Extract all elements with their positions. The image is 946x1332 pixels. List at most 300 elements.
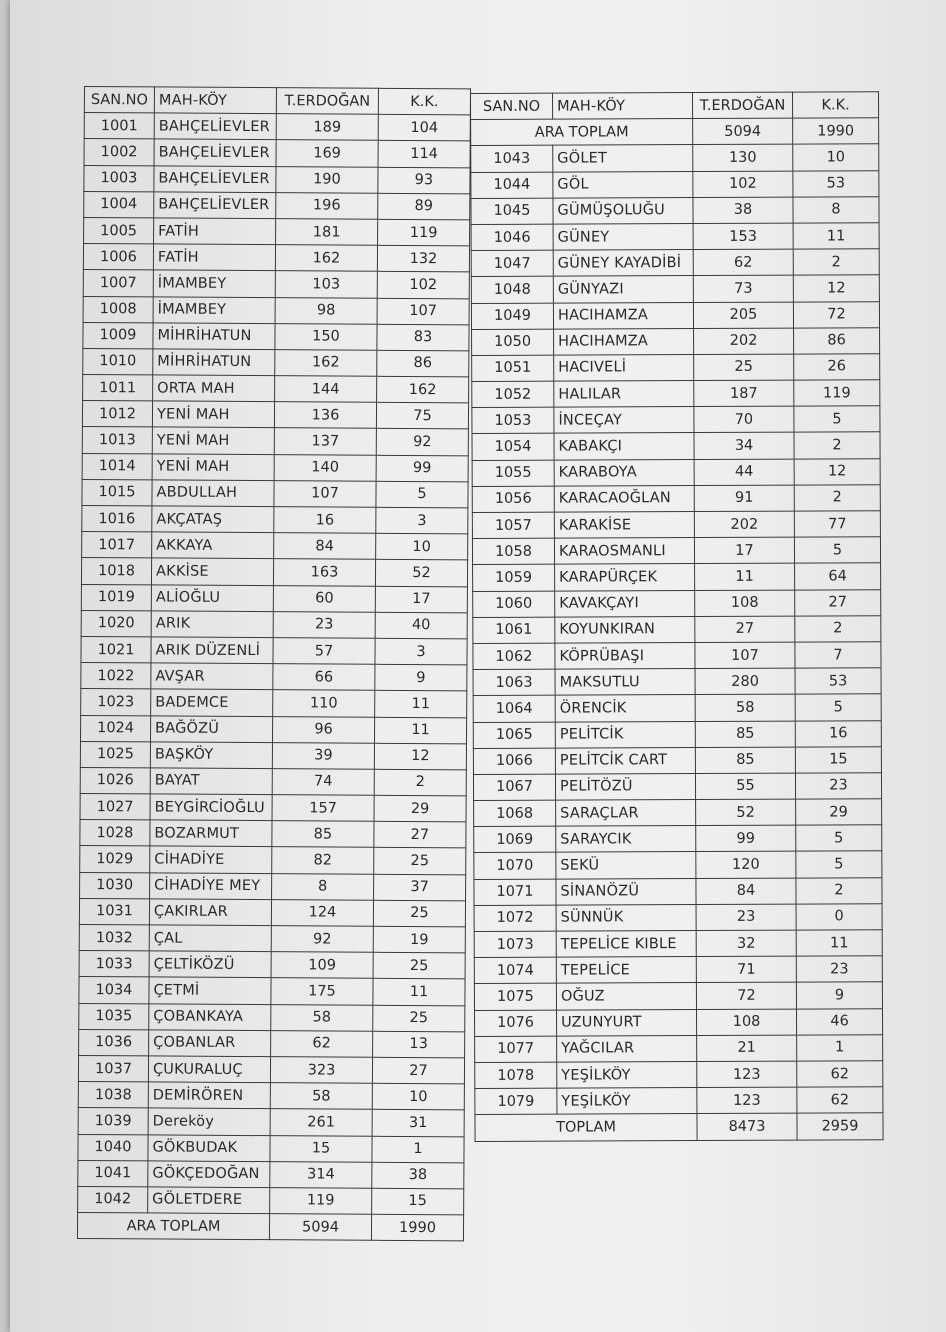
kk-votes: 31 <box>372 1110 464 1137</box>
ballot-box-no: 1011 <box>83 375 153 402</box>
kk-votes: 27 <box>372 1057 464 1084</box>
neighborhood-name: ARIK <box>151 611 273 638</box>
erdogan-votes: 70 <box>694 406 794 433</box>
header-kk: K.K. <box>792 92 878 119</box>
erdogan-votes: 85 <box>695 747 795 774</box>
erdogan-votes: 25 <box>694 354 794 381</box>
kk-votes: 25 <box>374 848 466 875</box>
erdogan-votes: 202 <box>694 328 794 355</box>
ballot-box-no: 1002 <box>84 139 154 166</box>
kk-votes: 2 <box>794 485 880 512</box>
kk-votes: 16 <box>795 720 881 747</box>
ballot-box-no: 1021 <box>81 636 151 663</box>
neighborhood-name: ÖRENCİK <box>555 695 695 722</box>
erdogan-votes: 23 <box>273 611 375 638</box>
kk-votes: 7 <box>795 642 881 669</box>
erdogan-votes: 62 <box>271 1030 373 1057</box>
erdogan-votes: 190 <box>276 166 378 193</box>
kk-votes: 93 <box>378 167 470 194</box>
neighborhood-name: ÇAL <box>149 925 271 952</box>
table-row <box>80 767 466 796</box>
carry-over-label: ARA TOPLAM <box>471 119 693 146</box>
table-row <box>472 458 880 486</box>
erdogan-votes: 84 <box>274 533 376 560</box>
table-row <box>79 1003 465 1032</box>
ballot-box-no: 1005 <box>84 217 154 244</box>
ballot-box-no: 1024 <box>80 715 150 742</box>
kk-votes: 10 <box>793 144 879 171</box>
table-row <box>80 846 466 875</box>
erdogan-votes: 196 <box>276 192 378 219</box>
neighborhood-name: MİHRİHATUN <box>153 323 275 350</box>
table-row <box>79 977 465 1006</box>
header-neighborhood: MAH-KÖY <box>553 93 693 120</box>
table-row <box>473 668 881 696</box>
kk-votes: 99 <box>376 455 468 482</box>
neighborhood-name: HACIHAMZA <box>553 302 693 329</box>
ballot-box-no: 1078 <box>475 1062 557 1089</box>
erdogan-votes: 181 <box>276 219 378 246</box>
ballot-box-no: 1033 <box>79 951 149 978</box>
table-row <box>82 427 468 456</box>
ballot-box-no: 1070 <box>474 853 556 880</box>
neighborhood-name: BOZARMUT <box>150 820 272 847</box>
kk-votes: 5 <box>796 851 882 878</box>
header-ballot-no: SAN.NO <box>84 87 154 114</box>
neighborhood-name: CİHADİYE MEY <box>150 873 272 900</box>
neighborhood-name: GÖLETDERE <box>148 1187 270 1214</box>
ballot-box-no: 1030 <box>80 872 150 899</box>
kk-votes: 119 <box>378 219 470 246</box>
erdogan-votes: 92 <box>271 926 373 953</box>
ballot-box-no: 1010 <box>83 348 153 375</box>
table-row <box>83 296 469 325</box>
kk-votes: 5 <box>376 481 468 508</box>
table-row <box>84 113 470 142</box>
ballot-box-no: 1034 <box>79 977 149 1004</box>
kk-votes: 23 <box>796 956 882 983</box>
kk-votes: 9 <box>796 982 882 1009</box>
table-row <box>471 301 879 329</box>
ballot-box-no: 1031 <box>79 898 149 925</box>
table-row <box>81 689 467 718</box>
header-neighborhood: MAH-KÖY <box>154 87 276 114</box>
kk-votes: 5 <box>794 406 880 433</box>
erdogan-votes: 38 <box>693 197 793 224</box>
ballot-box-no: 1045 <box>471 198 553 225</box>
table-row <box>473 746 881 774</box>
table-row <box>78 1186 464 1215</box>
neighborhood-name: GÜNYAZI <box>553 276 693 303</box>
erdogan-votes: 17 <box>694 537 794 564</box>
table-row <box>475 1008 883 1036</box>
table-row <box>83 322 469 351</box>
kk-votes: 40 <box>375 612 467 639</box>
ballot-box-no: 1008 <box>83 296 153 323</box>
neighborhood-name: HACIHAMZA <box>554 328 694 355</box>
neighborhood-name: İNCEÇAY <box>554 407 694 434</box>
erdogan-votes: 107 <box>695 642 795 669</box>
neighborhood-name: ÇETMİ <box>149 977 271 1004</box>
table-row <box>82 532 468 561</box>
ballot-box-no: 1050 <box>472 329 554 356</box>
table-row <box>83 244 469 273</box>
carry-over-row <box>471 118 879 146</box>
kk-votes: 29 <box>796 799 882 826</box>
erdogan-votes: 34 <box>694 433 794 460</box>
ballot-box-no: 1016 <box>82 505 152 532</box>
erdogan-votes: 58 <box>271 1004 373 1031</box>
table-row <box>473 642 881 670</box>
erdogan-votes: 102 <box>693 171 793 198</box>
ballot-box-no: 1054 <box>472 434 554 461</box>
erdogan-votes: 99 <box>696 825 796 852</box>
kk-votes: 9 <box>375 664 467 691</box>
table-row <box>80 872 466 901</box>
ballot-box-no: 1015 <box>82 479 152 506</box>
ballot-box-no: 1062 <box>473 643 555 670</box>
table-row <box>81 636 467 665</box>
table-row <box>472 380 880 408</box>
kk-votes: 53 <box>795 668 881 695</box>
ballot-box-no: 1006 <box>83 244 153 271</box>
kk-votes: 5 <box>794 537 880 564</box>
neighborhood-name: MİHRİHATUN <box>153 349 275 376</box>
ballot-box-no: 1029 <box>80 846 150 873</box>
kk-votes: 0 <box>796 904 882 931</box>
ballot-box-no: 1069 <box>474 826 556 853</box>
table-row <box>84 139 470 168</box>
table-row <box>80 741 466 770</box>
erdogan-votes: 123 <box>697 1061 797 1088</box>
erdogan-votes: 189 <box>276 114 378 141</box>
kk-votes: 25 <box>373 1005 465 1032</box>
ballot-box-no: 1073 <box>474 931 556 958</box>
table-row <box>80 794 466 823</box>
table-row <box>78 1134 464 1163</box>
table-row <box>82 479 468 508</box>
kk-votes: 119 <box>794 380 880 407</box>
neighborhood-name: PELİTCİK CART <box>555 747 695 774</box>
kk-votes: 27 <box>374 822 466 849</box>
kk-votes: 17 <box>375 586 467 613</box>
ballot-box-no: 1028 <box>80 820 150 847</box>
neighborhood-name: GÜMÜŞOLUĞU <box>553 197 693 224</box>
carry-over-erdogan: 5094 <box>693 118 793 145</box>
ballot-box-no: 1017 <box>82 532 152 559</box>
kk-votes: 19 <box>373 926 465 953</box>
table-row <box>84 165 470 194</box>
ballot-box-no: 1047 <box>471 250 553 277</box>
erdogan-votes: 136 <box>274 402 376 429</box>
ballot-box-no: 1061 <box>473 617 555 644</box>
kk-votes: 37 <box>374 874 466 901</box>
ballot-box-no: 1066 <box>473 748 555 775</box>
neighborhood-name: AVŞAR <box>151 663 273 690</box>
kk-votes: 92 <box>376 429 468 456</box>
kk-votes: 13 <box>373 1031 465 1058</box>
table-row <box>473 589 881 617</box>
ballot-box-no: 1059 <box>473 565 555 592</box>
kk-votes: 2 <box>794 432 880 459</box>
neighborhood-name: KARABOYA <box>554 459 694 486</box>
erdogan-votes: 58 <box>695 694 795 721</box>
neighborhood-name: MAKSUTLU <box>555 669 695 696</box>
table-row <box>472 327 880 355</box>
kk-votes: 10 <box>376 533 468 560</box>
kk-votes: 5 <box>796 825 882 852</box>
kk-votes: 132 <box>377 245 469 272</box>
kk-votes: 75 <box>376 403 468 430</box>
ballot-box-no: 1026 <box>80 767 150 794</box>
erdogan-votes: 11 <box>695 563 795 590</box>
kk-votes: 1 <box>797 1034 883 1061</box>
ballot-box-no: 1063 <box>473 669 555 696</box>
neighborhood-name: GÜNEY KAYADİBİ <box>553 250 693 277</box>
table-row <box>474 877 882 905</box>
grand-total-kk: 2959 <box>797 1113 883 1140</box>
subtotal-kk: 1990 <box>371 1214 463 1241</box>
kk-votes: 25 <box>373 900 465 927</box>
table-row <box>79 951 465 980</box>
ballot-box-no: 1044 <box>471 172 553 199</box>
erdogan-votes: 130 <box>693 144 793 171</box>
neighborhood-name: ÇUKURALUÇ <box>148 1056 270 1083</box>
kk-votes: 38 <box>372 1162 464 1189</box>
kk-votes: 1 <box>372 1136 464 1163</box>
kk-votes: 15 <box>372 1188 464 1215</box>
kk-votes: 11 <box>375 691 467 718</box>
table-row <box>473 720 881 748</box>
neighborhood-name: ÇOBANKAYA <box>149 1003 271 1030</box>
ballot-box-no: 1025 <box>80 741 150 768</box>
neighborhood-name: FATİH <box>153 244 275 271</box>
erdogan-votes: 58 <box>270 1083 372 1110</box>
ballot-box-no: 1027 <box>80 794 150 821</box>
kk-votes: 11 <box>374 717 466 744</box>
neighborhood-name: KARAKİSE <box>554 512 694 539</box>
erdogan-votes: 163 <box>273 559 375 586</box>
ballot-box-no: 1020 <box>81 610 151 637</box>
ballot-box-no: 1012 <box>82 401 152 428</box>
ballot-box-no: 1041 <box>78 1160 148 1187</box>
neighborhood-name: GÖL <box>553 171 693 198</box>
ballot-box-no: 1032 <box>79 924 149 951</box>
erdogan-votes: 82 <box>272 847 374 874</box>
kk-votes: 11 <box>373 979 465 1006</box>
kk-votes: 27 <box>795 589 881 616</box>
ballot-box-no: 1046 <box>471 224 553 251</box>
ballot-box-no: 1035 <box>79 1003 149 1030</box>
table-row <box>474 956 882 984</box>
ballot-box-no: 1013 <box>82 427 152 454</box>
erdogan-votes: 23 <box>696 904 796 931</box>
subtotal-row <box>77 1213 463 1242</box>
erdogan-votes: 107 <box>274 480 376 507</box>
neighborhood-name: AKÇATAŞ <box>152 506 274 533</box>
erdogan-votes: 280 <box>695 668 795 695</box>
neighborhood-name: ORTA MAH <box>153 375 275 402</box>
subtotal-erdogan: 5094 <box>269 1214 371 1241</box>
table-row <box>82 401 468 430</box>
erdogan-votes: 57 <box>273 638 375 665</box>
neighborhood-name: PELİTÖZÜ <box>555 773 695 800</box>
kk-votes: 11 <box>796 930 882 957</box>
table-row <box>472 511 880 539</box>
table-row <box>81 663 467 692</box>
table-row <box>83 348 469 377</box>
ballot-box-no: 1009 <box>83 322 153 349</box>
table-row <box>473 615 881 643</box>
erdogan-votes: 144 <box>275 376 377 403</box>
kk-votes: 62 <box>797 1061 883 1088</box>
erdogan-votes: 162 <box>275 245 377 272</box>
ballot-box-no: 1040 <box>78 1134 148 1161</box>
ballot-box-no: 1052 <box>472 381 554 408</box>
erdogan-votes: 120 <box>696 852 796 879</box>
header-erdogan: T.ERDOĞAN <box>276 88 378 115</box>
table-row <box>475 1061 883 1089</box>
neighborhood-name: AKKİSE <box>151 558 273 585</box>
ballot-box-no: 1053 <box>472 407 554 434</box>
kk-votes: 114 <box>378 141 470 168</box>
ballot-box-no: 1060 <box>473 591 555 618</box>
neighborhood-name: KABAKÇI <box>554 433 694 460</box>
erdogan-votes: 27 <box>695 616 795 643</box>
ballot-box-no: 1043 <box>471 146 553 173</box>
kk-votes: 46 <box>796 1008 882 1035</box>
table-row <box>472 432 880 460</box>
table-row <box>79 898 465 927</box>
table-row <box>78 1055 464 1084</box>
erdogan-votes: 74 <box>272 769 374 796</box>
erdogan-votes: 85 <box>695 721 795 748</box>
kk-votes: 162 <box>377 376 469 403</box>
table-row <box>474 851 882 879</box>
table-row <box>81 584 467 613</box>
table-row <box>80 715 466 744</box>
table-row <box>472 485 880 513</box>
neighborhood-name: HACIVELİ <box>554 354 694 381</box>
ballot-box-no: 1076 <box>475 1010 557 1037</box>
neighborhood-name: KARAPÜRÇEK <box>555 564 695 591</box>
neighborhood-name: ALİOĞLU <box>151 584 273 611</box>
erdogan-votes: 32 <box>696 930 796 957</box>
left-results-table <box>77 86 471 1242</box>
neighborhood-name: HALILAR <box>554 381 694 408</box>
erdogan-votes: 85 <box>272 821 374 848</box>
table-row <box>474 904 882 932</box>
ballot-box-no: 1049 <box>471 303 553 330</box>
ballot-box-no: 1051 <box>472 355 554 382</box>
neighborhood-name: BEYGİRCİOĞLU <box>150 794 272 821</box>
erdogan-votes: 73 <box>693 275 793 302</box>
erdogan-votes: 84 <box>696 878 796 905</box>
neighborhood-name: BADEMCE <box>151 689 273 716</box>
neighborhood-name: İMAMBEY <box>153 270 275 297</box>
table-row <box>474 825 882 853</box>
erdogan-votes: 44 <box>694 459 794 486</box>
neighborhood-name: OĞUZ <box>556 983 696 1010</box>
kk-votes: 15 <box>795 746 881 773</box>
table-row <box>79 924 465 953</box>
grand-total-label: TOPLAM <box>475 1114 697 1141</box>
neighborhood-name: AKKAYA <box>152 532 274 559</box>
kk-votes: 12 <box>794 458 880 485</box>
neighborhood-name: BAĞÖZÜ <box>150 715 272 742</box>
neighborhood-name: SARAÇLAR <box>556 800 696 827</box>
ballot-box-no: 1003 <box>84 165 154 192</box>
neighborhood-name: KOYUNKIRAN <box>555 616 695 643</box>
kk-votes: 3 <box>376 507 468 534</box>
table-row <box>84 191 470 220</box>
erdogan-votes: 15 <box>270 1135 372 1162</box>
erdogan-votes: 202 <box>694 511 794 538</box>
subtotal-label: ARA TOPLAM <box>77 1213 269 1240</box>
kk-votes: 104 <box>378 114 470 141</box>
ballot-box-no: 1036 <box>79 1029 149 1056</box>
neighborhood-name: KAVAKÇAYI <box>555 590 695 617</box>
header-ballot-no: SAN.NO <box>471 93 553 120</box>
kk-votes: 86 <box>377 350 469 377</box>
neighborhood-name: ARIK DÜZENLİ <box>151 637 273 664</box>
ballot-box-no: 1023 <box>81 689 151 716</box>
table-row <box>475 1087 883 1115</box>
erdogan-votes: 71 <box>696 956 796 983</box>
kk-votes: 3 <box>375 638 467 665</box>
neighborhood-name: KARAOSMANLI <box>554 538 694 565</box>
erdogan-votes: 16 <box>274 507 376 534</box>
erdogan-votes: 66 <box>273 664 375 691</box>
erdogan-votes: 60 <box>273 585 375 612</box>
ballot-box-no: 1039 <box>78 1108 148 1135</box>
neighborhood-name: YENİ MAH <box>152 454 274 481</box>
erdogan-votes: 124 <box>271 899 373 926</box>
erdogan-votes: 8 <box>272 873 374 900</box>
neighborhood-name: YAĞCILAR <box>557 1035 697 1062</box>
table-row <box>475 1034 883 1062</box>
ballot-box-no: 1077 <box>475 1036 557 1063</box>
table-row <box>471 249 879 277</box>
erdogan-votes: 187 <box>694 380 794 407</box>
kk-votes: 2 <box>793 249 879 276</box>
kk-votes: 2 <box>374 769 466 796</box>
right-header-row <box>471 92 879 120</box>
table-row <box>84 217 470 246</box>
kk-votes: 11 <box>793 223 879 250</box>
kk-votes: 77 <box>794 511 880 538</box>
ballot-box-no: 1065 <box>473 722 555 749</box>
neighborhood-name: BAHÇELİEVLER <box>154 139 276 166</box>
ballot-box-no: 1037 <box>78 1055 148 1082</box>
erdogan-votes: 72 <box>696 982 796 1009</box>
kk-votes: 29 <box>374 795 466 822</box>
table-row <box>471 275 879 303</box>
erdogan-votes: 261 <box>270 1109 372 1136</box>
neighborhood-name: UZUNYURT <box>557 1009 697 1036</box>
neighborhood-name: ÇAKIRLAR <box>149 899 271 926</box>
neighborhood-name: BAHÇELİEVLER <box>154 165 276 192</box>
table-row <box>473 694 881 722</box>
erdogan-votes: 39 <box>272 742 374 769</box>
table-row <box>82 453 468 482</box>
neighborhood-name: İMAMBEY <box>153 296 275 323</box>
neighborhood-name: SARAYCIK <box>556 826 696 853</box>
erdogan-votes: 323 <box>270 1057 372 1084</box>
kk-votes: 8 <box>793 196 879 223</box>
kk-votes: 107 <box>377 298 469 325</box>
erdogan-votes: 62 <box>693 249 793 276</box>
